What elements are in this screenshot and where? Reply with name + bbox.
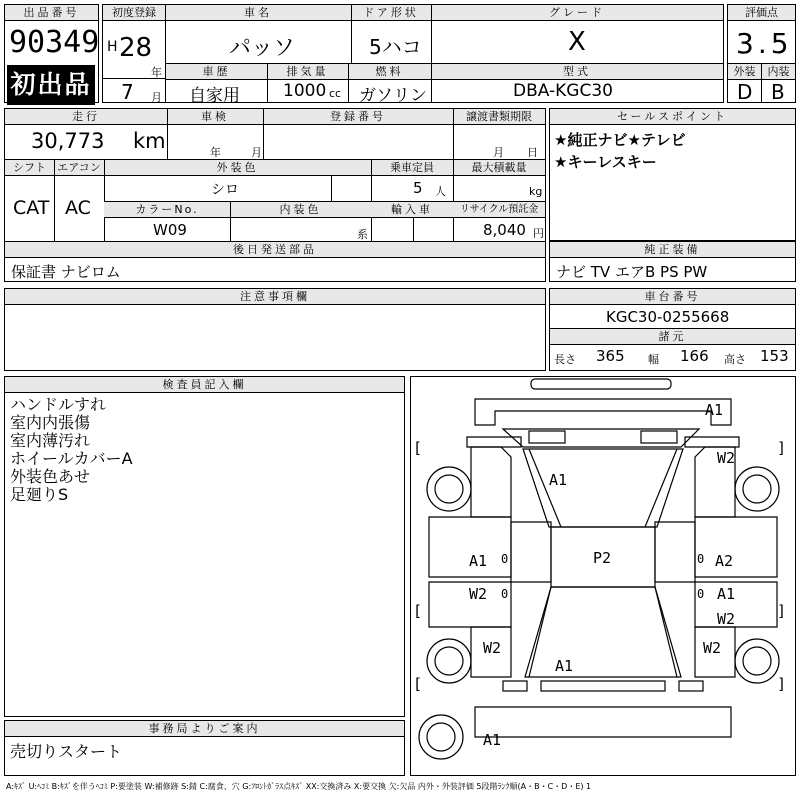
inspector-note-5: 外装色あせ [10,467,91,486]
model-value: DBA-KGC30 [513,81,613,101]
dim-header: 諸元 [550,329,795,345]
office-header: 事務局よりご案内 [5,721,404,737]
capacity-value: 5 [413,179,423,197]
capacity-header: 乗車定員 [371,160,453,176]
mark-roof: P2 [593,549,612,567]
genuine-value: ナビ TV エアB PS PW [556,263,708,281]
office-value: 売切りスタート [10,742,123,761]
mark-zero-2: 0 [697,552,705,566]
import-header: 輸入車 [371,202,453,218]
inspector-note-6: 足廻りS [10,485,69,504]
transfer-header: 譲渡書類期限 [453,109,545,125]
sales-header: セールスポイント [550,109,795,125]
bracket-4: ] [777,602,787,620]
sales-line-2: ★キーレスキー [554,153,657,171]
recycle-unit: 円 [533,227,544,240]
inspection-year-unit: 年 [210,146,221,159]
fuel-value: ガソリン [359,86,427,106]
height-label: 高さ [724,353,746,366]
model-header: 型式 [431,64,723,80]
reg-year-unit: 年 [151,66,162,79]
chassis-header: 車台番号 [550,289,795,305]
car-name: パッソ [229,36,296,61]
fuel-header: 燃料 [348,64,431,80]
plate-header: 登録番号 [263,109,453,125]
mark-bumper-rear: A1 [483,731,502,749]
length-value: 365 [596,347,625,365]
displacement-value: 1000 [283,81,327,101]
height-value: 153 [760,347,789,365]
legend-text: A:ｷｽﾞ U:ﾍｺﾐ B:ｷｽﾞを伴うﾍｺﾐ P:要塗装 W:補修跡 S:錆 C:腐食、穴 G:ﾌﾛﾝﾄｶﾞﾗｽ点ｷｽﾞ XX:交換済み X:要交換 欠:欠品 内外・外装評価 5段階ﾗﾝｸ順(A・B・C・D・E) 1 [6,782,592,791]
color-code-header: カラーNo. [104,202,230,218]
door-type: 5ハコ [369,35,422,59]
later-value: 保証書 ナビロム [11,263,121,281]
inspector-note-3: 室内薄汚れ [10,431,91,450]
shift-header: シフト [5,160,54,176]
main-info-row1 [102,4,724,106]
genuine-header: 純正装備 [550,242,795,258]
lot-number: 90349 [9,25,100,60]
recycle-header: リサイクル預託金 [453,202,545,218]
history-value: 自家用 [189,86,240,106]
load-header: 最大積載量 [453,160,545,176]
mark-door-rr: A1 [717,585,736,603]
mileage-unit: km [133,129,166,153]
capacity-unit: 人 [435,185,446,198]
detail-grid [4,108,546,282]
mark-trunk: A1 [555,657,574,675]
sales-box [549,108,796,241]
first-listing-badge: 初出品 [7,65,95,105]
bracket-6: ] [777,675,787,693]
reg-month: 7 [121,80,134,104]
reg-month-unit: 月 [151,91,162,104]
reg-era: H [107,39,118,55]
inspector-note-2: 室内内張傷 [10,413,91,432]
bracket-2: ] [777,439,787,457]
displacement-header: 排気量 [267,64,348,80]
reg-year: 28 [119,33,153,63]
mark-hood: A1 [549,471,568,489]
mileage-value: 30,773 [31,129,105,153]
width-label: 幅 [648,353,659,366]
displacement-unit: cc [329,87,342,100]
mark-bumper-front: A1 [705,401,724,419]
mark-zero-1: 0 [501,552,509,566]
mark-quarter-l: W2 [483,639,502,657]
chassis-box [549,288,796,371]
inspection-month-unit: 月 [251,146,262,159]
score-value: 3.5 [736,27,793,60]
load-unit: kg [529,185,543,198]
mark-door-fl: A1 [469,552,488,570]
interior-header: 内装色 [230,202,371,218]
car-outline [411,377,795,775]
transfer-day-unit: 日 [527,146,538,159]
history-header: 車歴 [166,64,267,80]
grade-header: グレード [431,5,723,21]
ext-header: 外装 [728,64,761,80]
shift-value: CAT [13,197,50,219]
color-value: シロ [211,182,239,198]
door-header: ドア形状 [351,5,431,21]
car-header: 車名 [165,5,351,21]
aircon-header: エアコン [54,160,104,176]
mark-door-rl: W2 [469,585,488,603]
lot-number-header: 出品番号 [5,5,98,21]
width-value: 166 [680,347,709,365]
office-box [4,720,405,776]
mark-quarter-r: W2 [703,639,722,657]
color-code: W09 [153,221,187,239]
aircon-value: AC [65,197,91,219]
bracket-3: [ [413,602,423,620]
score-header: 評価点 [728,5,795,21]
mileage-header: 走行 [5,109,167,125]
lot-number-box [4,4,99,103]
inspection-header: 車検 [167,109,263,125]
chassis-number: KGC30-0255668 [606,308,730,326]
int-score: B [771,80,785,104]
inspector-box [4,376,405,717]
recycle-value: 8,040 [483,221,526,239]
later-header: 後日発送部品 [5,242,545,258]
inspector-header: 検査員記入欄 [5,377,404,393]
mark-door-fr: A2 [715,552,734,570]
grade-value: X [568,27,586,57]
bracket-1: [ [413,439,423,457]
car-diagram [410,376,796,776]
caution-box [4,288,546,371]
transfer-month-unit: 月 [493,146,504,159]
mark-zero-3: 0 [501,587,509,601]
interior-suffix: 系 [357,228,368,241]
mark-wheel-fr: W2 [717,449,736,467]
bracket-5: [ [413,675,423,693]
ext-score: D [737,80,753,104]
score-box [727,4,796,103]
caution-header: 注意事項欄 [5,289,545,305]
int-header: 内装 [762,64,795,80]
genuine-box [549,241,796,282]
sales-line-1: ★純正ナビ★テレビ [554,131,686,149]
inspector-note-1: ハンドルすれ [10,395,107,414]
length-label: 長さ [554,353,576,366]
mark-zero-4: 0 [697,587,705,601]
reg-header: 初度登録 [103,5,165,21]
color-header: 外装色 [104,160,371,176]
mark-rr-door-w: W2 [717,610,736,628]
inspector-note-4: ホイールカバーA [10,449,133,468]
